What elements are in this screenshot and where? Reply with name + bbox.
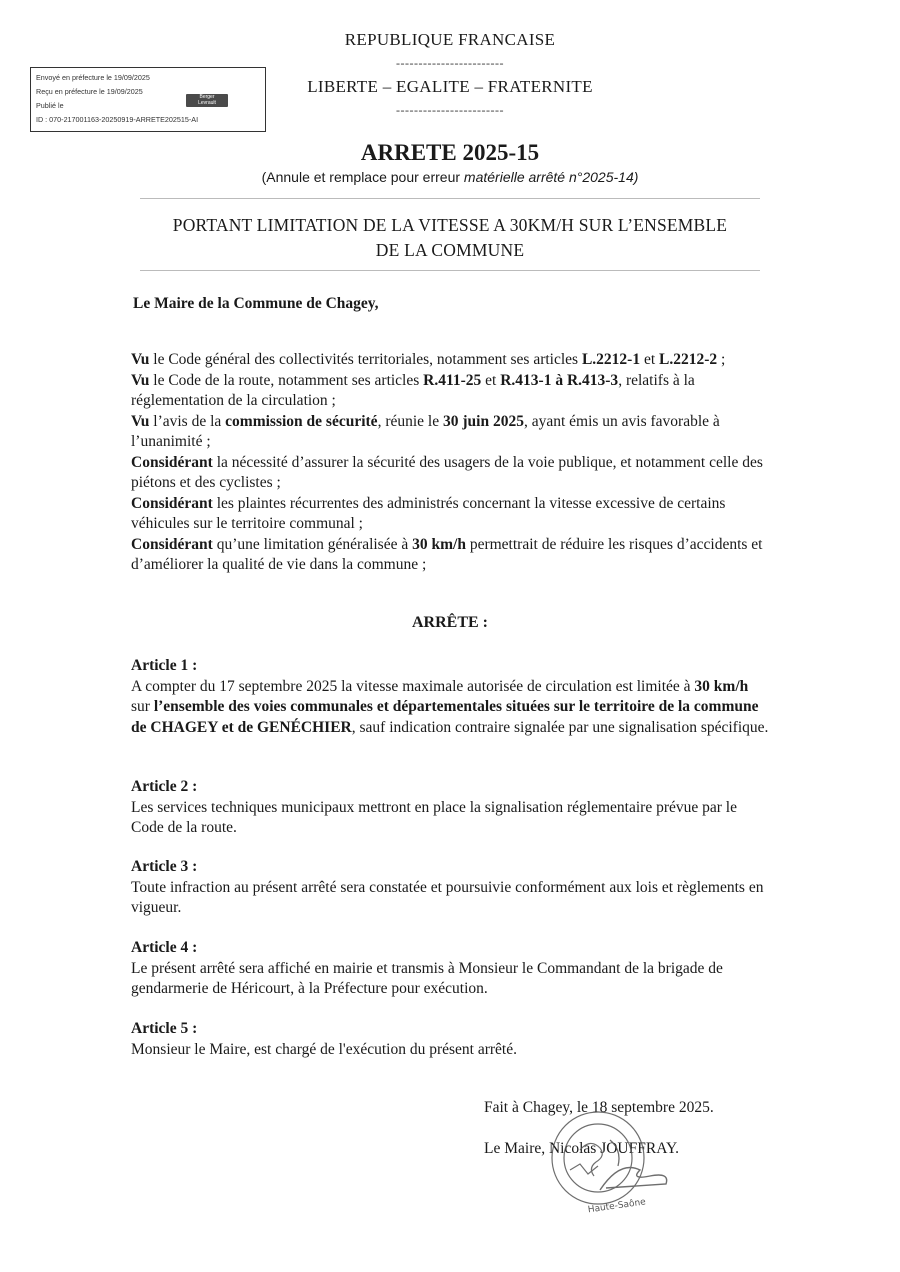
maire-signature-name: Le Maire, Nicolas JOUFFRAY. <box>484 1140 680 1157</box>
seal-emblem-line <box>570 1164 598 1174</box>
divider-bottom <box>140 270 760 271</box>
article-3-title: Article 3 : <box>131 858 198 875</box>
annule-remplace: (Annule et remplace pour erreur matérielle arrêté n°2025-14) <box>261 169 639 185</box>
article-2 <box>131 777 771 839</box>
header-dashes-2: ------------------------ <box>396 103 504 117</box>
article-3 <box>131 857 771 919</box>
article-1 <box>131 656 771 738</box>
berger-levrault-logo: Berger Levrault <box>186 94 228 107</box>
fait-a: Fait à Chagey, le 18 septembre 2025. <box>484 1099 714 1116</box>
article-4-text: Le présent arrêté sera affiché en mairie et transmis à Monsieur le Commandant de la brigade de gendarmerie de Héricourt, à la Préfecture pour exécution. <box>131 959 723 997</box>
divider-top <box>140 198 760 199</box>
devise: LIBERTE – EGALITE – FRATERNITE <box>307 77 593 96</box>
prefecture-stamp <box>30 67 266 132</box>
stamp-recu: Reçu en préfecture le 19/09/2025 <box>36 87 143 96</box>
signature-stroke <box>610 1140 619 1166</box>
article-5-text: Monsieur le Maire, est chargé de l'exécution du présent arrêté. <box>131 1040 517 1058</box>
article-4-title: Article 4 : <box>131 939 198 956</box>
article-3-text: Toute infraction au présent arrêté sera constatée et poursuivie conformément aux lois et règlements en vigueur. <box>131 878 764 916</box>
maire-intro: Le Maire de la Commune de Chagey, <box>133 295 379 312</box>
visa-cgct: Vu le Code général des collectivités territoriales, notamment ses articles L.2212-1 et L.2212-2 ; <box>131 351 726 368</box>
header-dashes-1: ------------------------ <box>396 56 504 70</box>
mairie-seal-stamp <box>540 1110 668 1220</box>
arrete-label: ARRÊTE : <box>411 614 488 631</box>
article-5 <box>131 1019 771 1060</box>
visas-block <box>131 350 771 576</box>
seal-inner-ring <box>564 1124 632 1192</box>
seal-outer-ring <box>552 1112 644 1204</box>
arrete-title: ARRETE 2025-15 <box>360 140 540 165</box>
article-1-title: Article 1 : <box>131 657 198 674</box>
portant-title: PORTANT LIMITATION DE LA VITESSE A 30KM/H SUR L’ENSEMBLE DE LA COMMUNE <box>172 215 728 260</box>
article-1-text: A compter du 17 septembre 2025 la vitesse maximale autorisée de circulation est limitée à 30 km/h sur l’ensemble des voies communales et départementales situées sur le territoire de la commune de CHAGEY et de GENÉCHIER, sauf indication contraire signalée par une signalisation spécifique. <box>131 677 769 736</box>
considerant-securite: Considérant la nécessité d’assurer la sécurité des usagers de la voie publique, et notamment celle des piétons et des cyclistes ; <box>131 453 763 491</box>
handwritten-signature <box>600 1168 667 1191</box>
visa-commission: Vu l’avis de la commission de sécurité, réunie le 30 juin 2025, ayant émis un avis favorable à l’unanimité ; <box>131 412 720 450</box>
considerant-limitation: Considérant qu’une limitation généralisée à 30 km/h permettrait de réduire les risques d’accidents et d’améliorer la qualité de vie dans la commune ; <box>131 535 763 573</box>
article-2-title: Article 2 : <box>131 778 198 795</box>
seal-text-bottom: Haute-Saône <box>587 1197 647 1216</box>
article-4 <box>131 938 771 1000</box>
visa-code-route: Vu le Code de la route, notamment ses articles R.411-25 et R.413-1 à R.413-3, relatifs à la réglementation de la circulation ; <box>131 371 695 409</box>
article-5-title: Article 5 : <box>131 1020 198 1037</box>
stamp-envoye: Envoyé en préfecture le 19/09/2025 <box>36 73 150 82</box>
stamp-publie: Publié le <box>36 101 64 110</box>
article-2-text: Les services techniques municipaux mettront en place la signalisation réglementaire prévue par le Code de la route. <box>131 798 737 836</box>
stamp-id: ID : 070-217001163-20250919-ARRETE202515-AI <box>36 115 199 124</box>
republique-francaise: REPUBLIQUE FRANCAISE <box>344 30 556 49</box>
considerant-plaintes: Considérant les plaintes récurrentes des administrés concernant la vitesse excessive de certains véhicules sur le territoire communal ; <box>131 494 726 532</box>
